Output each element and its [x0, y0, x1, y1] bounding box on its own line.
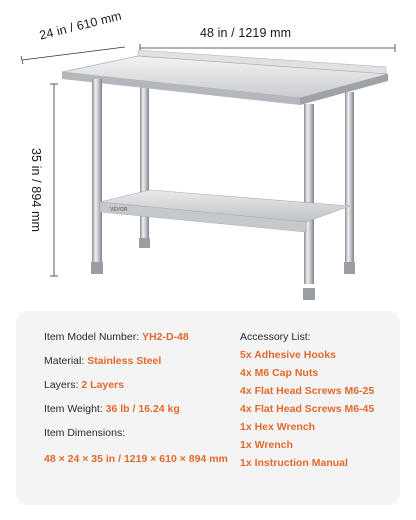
- front-left-foot: [91, 262, 103, 274]
- accessory-item: 1x Instruction Manual: [240, 457, 348, 469]
- height-dimension-label: 35 in / 894 mm: [29, 147, 43, 233]
- depth-dimension-label: 24 in / 610 mm: [38, 8, 123, 43]
- layers-label: Layers:: [44, 379, 79, 391]
- accessory-item: 4x Flat Head Screws M6-45: [240, 403, 375, 415]
- model-row: [44, 331, 189, 344]
- back-right-foot: [344, 262, 355, 274]
- brand-mark: VEVOR: [110, 207, 128, 213]
- dimension-height-line: [50, 84, 58, 276]
- material-value: Stainless Steel: [87, 355, 162, 367]
- weight-label: Item Weight:: [44, 403, 103, 415]
- spec-card: [16, 311, 400, 505]
- accessory-item: 1x Hex Wrench: [240, 421, 316, 433]
- front-right-leg: [304, 104, 314, 284]
- dimension-width-line: [140, 44, 395, 52]
- width-dimension-label: 48 in / 1219 mm: [200, 26, 292, 40]
- front-left-leg: [92, 79, 102, 269]
- model-label: Item Model Number:: [44, 331, 140, 343]
- accessory-title: Accessory List:: [240, 331, 311, 343]
- accessory-item: 4x M6 Cap Nuts: [240, 367, 319, 379]
- material-row: [44, 355, 161, 368]
- back-left-foot: [139, 238, 150, 248]
- weight-row: [44, 403, 180, 416]
- front-right-foot: [303, 288, 315, 300]
- dimensions-value: 48 × 24 × 35 in / 1219 × 610 × 894 mm: [44, 453, 228, 465]
- back-right-leg: [345, 92, 354, 262]
- back-left-leg: [140, 80, 149, 248]
- accessory-item: 4x Flat Head Screws M6-25: [240, 385, 375, 397]
- layers-row: [44, 379, 124, 392]
- accessory-item: 5x Adhesive Hooks: [240, 349, 336, 361]
- dimensions-label: Item Dimensions:: [44, 427, 126, 439]
- model-value: YH2-D-48: [142, 331, 189, 343]
- material-label: Material:: [44, 355, 85, 367]
- weight-value: 36 lb / 16.24 kg: [105, 403, 180, 415]
- accessory-item: 1x Wrench: [240, 439, 293, 451]
- layers-value: 2 Layers: [81, 379, 124, 391]
- dimension-depth-line: [21, 47, 125, 64]
